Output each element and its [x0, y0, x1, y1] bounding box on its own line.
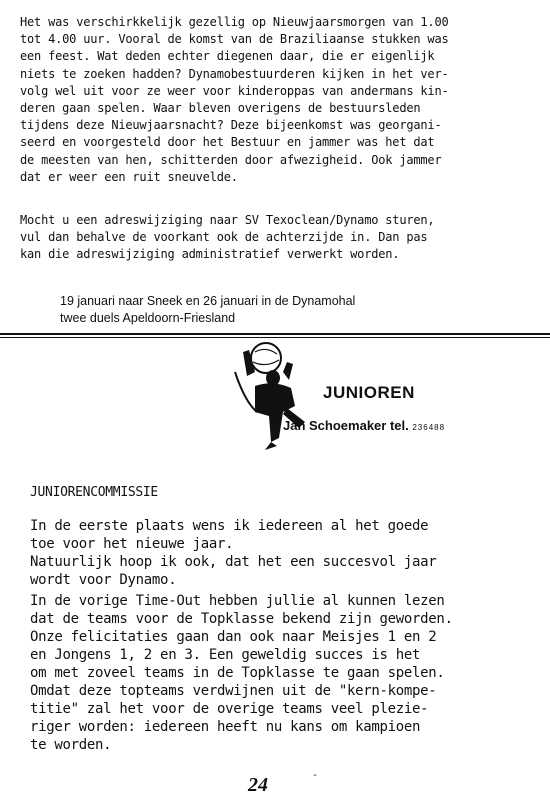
- match-dates-line-2: twee duels Apeldoorn-Friesland: [60, 311, 236, 325]
- contact-line: [283, 418, 445, 433]
- address-change-paragraph: Mocht u een adreswijziging naar SV Texoclean/Dynamo sturen, vul dan behalve de voorkant ook de achterzijde in. Dan pas kan die adreswijziging administratief verwerkt worden.: [20, 213, 435, 262]
- contact-name: Jan Schoemaker tel.: [283, 418, 409, 433]
- newyear-paragraph: Het was verschirkkelijk gezellig op Nieuwjaarsmorgen van 1.00 tot 4.00 uur. Vooral de komst van de Braziliaanse stukken was een feest. Wat deden echter diegenen daar, die er eigenlijk niets te zoeken hadden? Dynamobestuurderen kijken in het ver- volg wel uit voor ze weer voor kinderoppas van andermans kin- deren gaan spelen. Waar bleven overigens de bestuursleden tijdens deze Nieuwjaarsnacht? Deze bijeenkomst was georgani- seerd en voorgesteld door het Bestuur en jammer was het dat de meesten van hen, schitterden door afwezigheid. Ook jammer dat er weer een ruit sneuvelde.: [20, 15, 449, 184]
- phone-number: 236488: [412, 423, 446, 432]
- match-dates-line: 19 januari naar Sneek en 26 januari in de Dynamohal: [60, 294, 356, 308]
- section-heading: JUNIORENCOMMISSIE: [30, 485, 158, 500]
- page-number: 24: [248, 774, 268, 796]
- volleyball-player-icon: [225, 342, 315, 452]
- greeting-paragraph: In de eerste plaats wens ik iedereen al het goede toe voor het nieuwe jaar. Natuurlijk hoop ik ook, dat het een succesvol jaar wordt voor Dynamo.: [30, 518, 437, 588]
- junioren-title: JUNIOREN: [323, 383, 415, 402]
- section-divider-thin: [0, 337, 550, 338]
- section-divider: [0, 333, 550, 335]
- page-dash: -: [312, 770, 319, 781]
- topklasse-paragraph: In de vorige Time-Out hebben jullie al kunnen lezen dat de teams voor de Topklasse bekend zijn geworden. Onze felicitaties gaan dan ook naar Meisjes 1 en 2 en Jongens 1, 2 en 3. Een geweldig succes is het om met zoveel teams in de Topklasse te gaan spelen. Omdat deze topteams verdwijnen uit de "kern-kompe- titie" zal het voor de overige teams veel plezie- riger worden: iedereen heeft nu kans om kampioen te worden.: [30, 593, 453, 753]
